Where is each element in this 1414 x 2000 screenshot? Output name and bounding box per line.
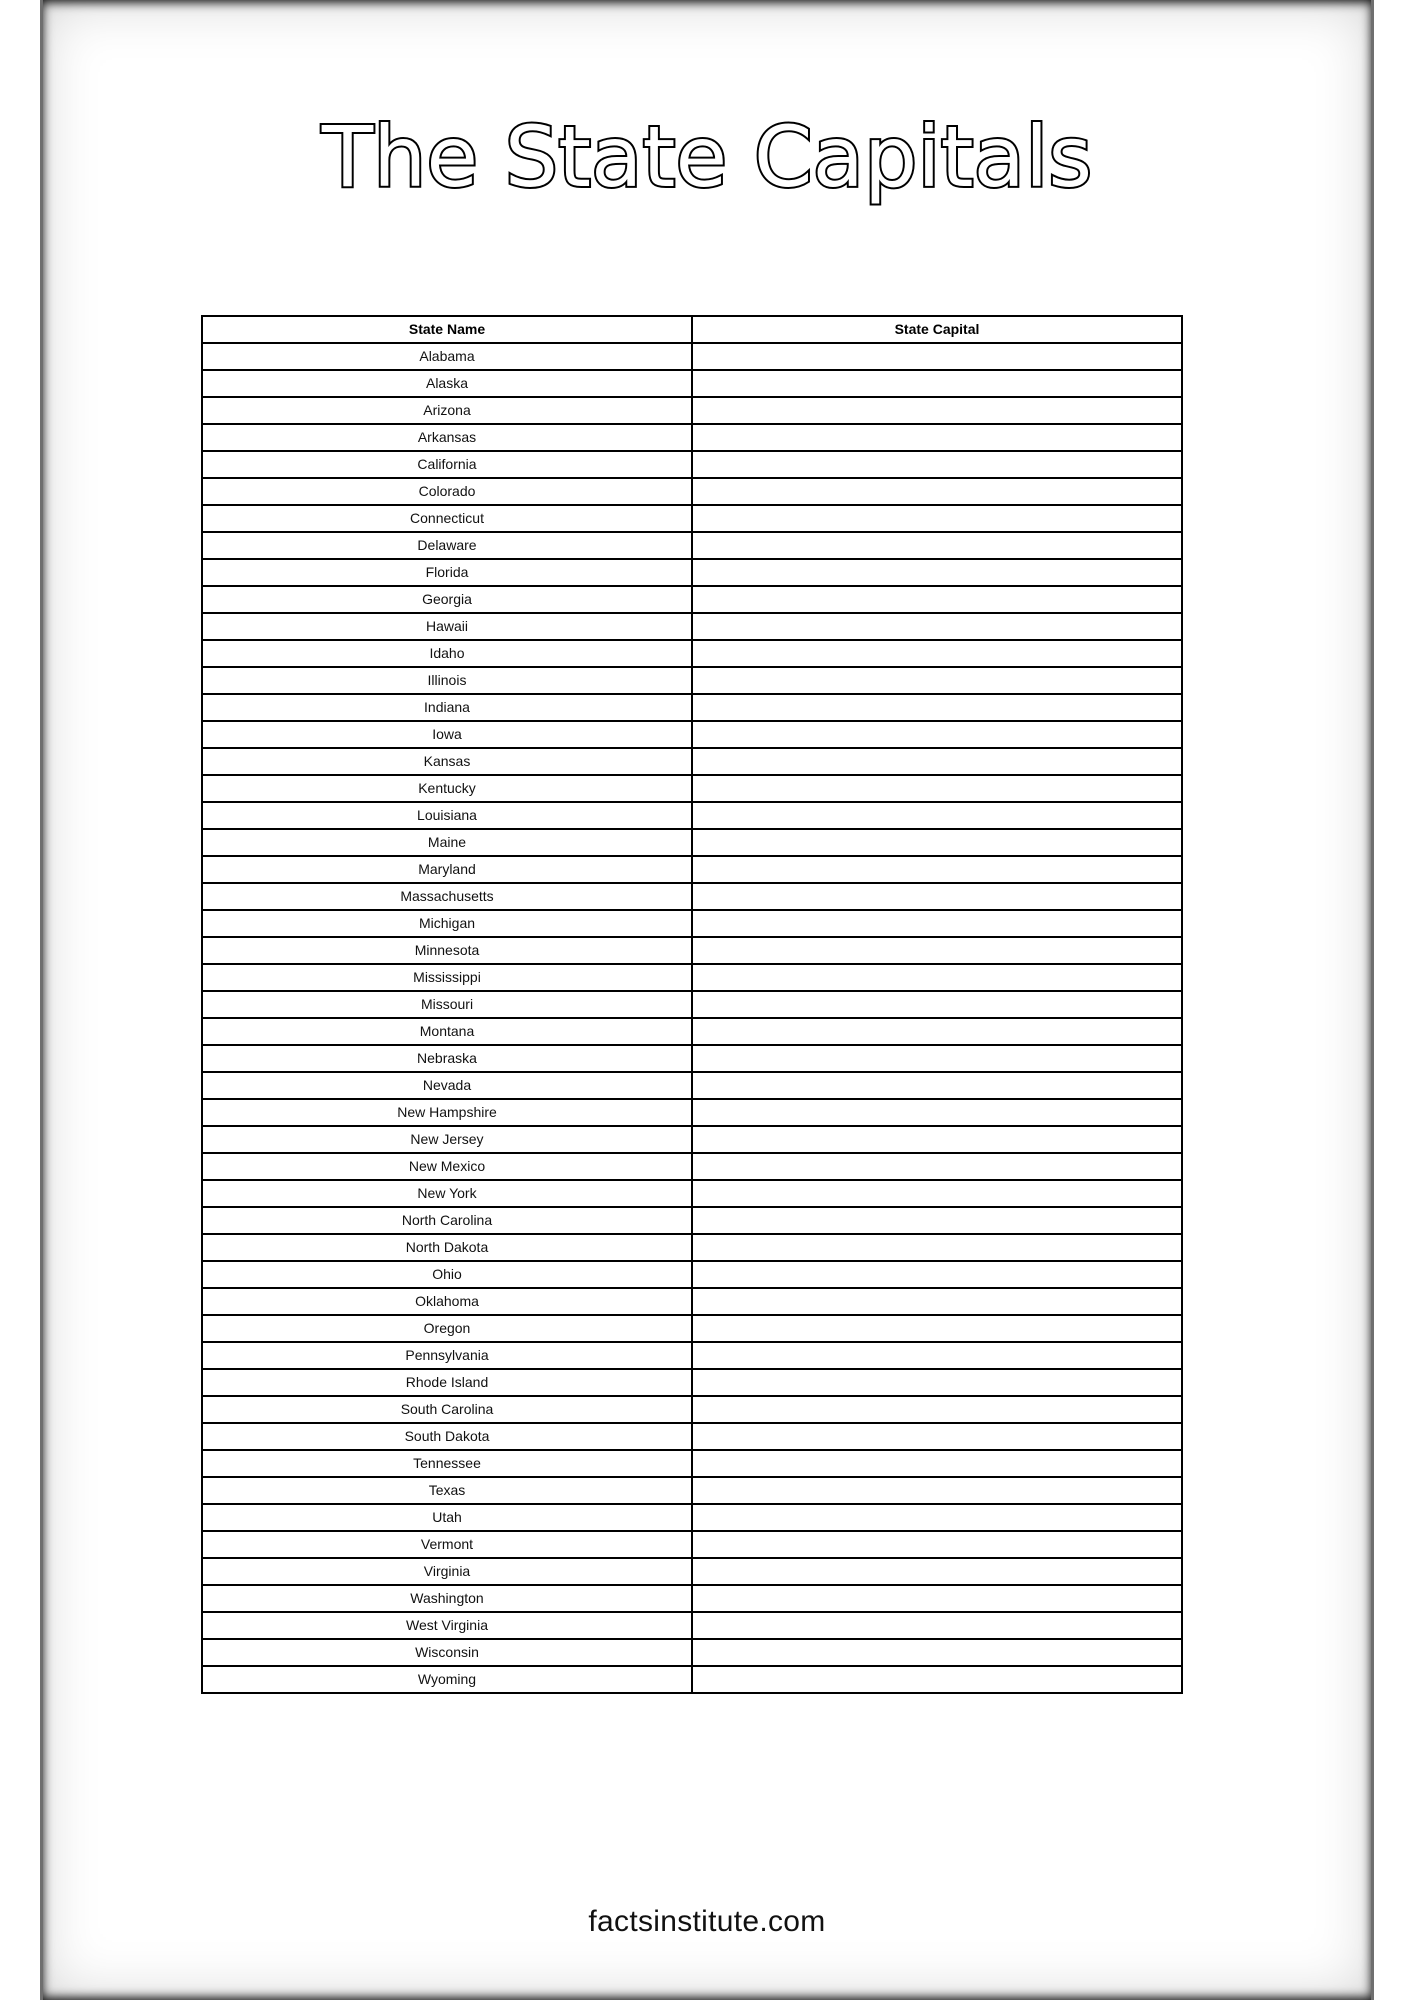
state-name-cell: New Mexico bbox=[202, 1153, 692, 1180]
state-name-cell: Tennessee bbox=[202, 1450, 692, 1477]
table-row bbox=[202, 397, 1182, 424]
table-row bbox=[202, 1396, 1182, 1423]
state-name-cell: Maryland bbox=[202, 856, 692, 883]
state-name-cell: Delaware bbox=[202, 532, 692, 559]
state-capital-cell bbox=[692, 694, 1182, 721]
table-row bbox=[202, 1099, 1182, 1126]
state-name-cell: Iowa bbox=[202, 721, 692, 748]
table-row bbox=[202, 1261, 1182, 1288]
state-name-cell: New York bbox=[202, 1180, 692, 1207]
state-capital-cell bbox=[692, 748, 1182, 775]
table-row bbox=[202, 1504, 1182, 1531]
state-name-cell: California bbox=[202, 451, 692, 478]
table-row bbox=[202, 1153, 1182, 1180]
state-capital-cell bbox=[692, 1315, 1182, 1342]
state-name-cell: Colorado bbox=[202, 478, 692, 505]
state-capital-cell bbox=[692, 1072, 1182, 1099]
table-header-row bbox=[202, 316, 1182, 343]
state-capital-cell bbox=[692, 586, 1182, 613]
state-name-cell: Rhode Island bbox=[202, 1369, 692, 1396]
state-capital-cell bbox=[692, 1180, 1182, 1207]
table-row bbox=[202, 1666, 1182, 1693]
state-capital-cell bbox=[692, 1666, 1182, 1693]
state-capital-cell bbox=[692, 829, 1182, 856]
state-capital-cell bbox=[692, 1207, 1182, 1234]
state-capital-cell bbox=[692, 397, 1182, 424]
state-name-cell: Maine bbox=[202, 829, 692, 856]
state-capital-cell bbox=[692, 667, 1182, 694]
page-title bbox=[40, 102, 1374, 212]
column-header-state-capital: State Capital bbox=[692, 316, 1182, 343]
table-row bbox=[202, 1531, 1182, 1558]
state-capital-cell bbox=[692, 775, 1182, 802]
table-row bbox=[202, 586, 1182, 613]
state-name-cell: Hawaii bbox=[202, 613, 692, 640]
table-row bbox=[202, 1045, 1182, 1072]
table-row bbox=[202, 424, 1182, 451]
state-capital-cell bbox=[692, 910, 1182, 937]
state-capital-cell bbox=[692, 1018, 1182, 1045]
state-name-cell: Nebraska bbox=[202, 1045, 692, 1072]
state-name-cell: Alabama bbox=[202, 343, 692, 370]
state-capital-cell bbox=[692, 532, 1182, 559]
table-row bbox=[202, 1639, 1182, 1666]
worksheet-page bbox=[40, 0, 1374, 2000]
state-capital-cell bbox=[692, 1450, 1182, 1477]
table-row bbox=[202, 910, 1182, 937]
state-name-cell: Pennsylvania bbox=[202, 1342, 692, 1369]
state-name-cell: Louisiana bbox=[202, 802, 692, 829]
state-name-cell: Florida bbox=[202, 559, 692, 586]
state-name-cell: Illinois bbox=[202, 667, 692, 694]
state-name-cell: North Dakota bbox=[202, 1234, 692, 1261]
state-name-cell: New Jersey bbox=[202, 1126, 692, 1153]
state-capital-cell bbox=[692, 1261, 1182, 1288]
table-row bbox=[202, 1288, 1182, 1315]
state-capital-cell bbox=[692, 1585, 1182, 1612]
state-name-cell: Kansas bbox=[202, 748, 692, 775]
state-name-cell: Arkansas bbox=[202, 424, 692, 451]
table-row bbox=[202, 1585, 1182, 1612]
state-capital-cell bbox=[692, 721, 1182, 748]
state-name-cell: Texas bbox=[202, 1477, 692, 1504]
state-name-cell: Oklahoma bbox=[202, 1288, 692, 1315]
column-header-state-name: State Name bbox=[202, 316, 692, 343]
table-row bbox=[202, 667, 1182, 694]
table-row bbox=[202, 883, 1182, 910]
state-name-cell: New Hampshire bbox=[202, 1099, 692, 1126]
table-body bbox=[202, 343, 1182, 1693]
state-capital-cell bbox=[692, 991, 1182, 1018]
state-name-cell: Georgia bbox=[202, 586, 692, 613]
table-row bbox=[202, 1369, 1182, 1396]
state-name-cell: Indiana bbox=[202, 694, 692, 721]
state-name-cell: Michigan bbox=[202, 910, 692, 937]
footer-website: factsinstitute.com bbox=[588, 1905, 826, 1938]
table-row bbox=[202, 964, 1182, 991]
state-name-cell: Idaho bbox=[202, 640, 692, 667]
table-row bbox=[202, 478, 1182, 505]
state-capital-cell bbox=[692, 1558, 1182, 1585]
state-capitals-table bbox=[201, 315, 1183, 1694]
state-name-cell: Wyoming bbox=[202, 1666, 692, 1693]
state-capital-cell bbox=[692, 1369, 1182, 1396]
state-name-cell: Arizona bbox=[202, 397, 692, 424]
table-row bbox=[202, 1072, 1182, 1099]
state-name-cell: Oregon bbox=[202, 1315, 692, 1342]
state-capital-cell bbox=[692, 802, 1182, 829]
state-capital-cell bbox=[692, 613, 1182, 640]
state-capital-cell bbox=[692, 937, 1182, 964]
state-name-cell: Washington bbox=[202, 1585, 692, 1612]
table-row bbox=[202, 748, 1182, 775]
state-capital-cell bbox=[692, 856, 1182, 883]
state-capital-cell bbox=[692, 883, 1182, 910]
state-capital-cell bbox=[692, 451, 1182, 478]
table-row bbox=[202, 1234, 1182, 1261]
state-name-cell: North Carolina bbox=[202, 1207, 692, 1234]
table-row bbox=[202, 829, 1182, 856]
table-row bbox=[202, 802, 1182, 829]
state-capital-cell bbox=[692, 343, 1182, 370]
table-row bbox=[202, 1450, 1182, 1477]
state-name-cell: Nevada bbox=[202, 1072, 692, 1099]
state-capital-cell bbox=[692, 1099, 1182, 1126]
state-capital-cell bbox=[692, 1153, 1182, 1180]
table-row bbox=[202, 1423, 1182, 1450]
state-capital-cell bbox=[692, 1045, 1182, 1072]
state-name-cell: Kentucky bbox=[202, 775, 692, 802]
state-capital-cell bbox=[692, 964, 1182, 991]
state-capital-cell bbox=[692, 1126, 1182, 1153]
state-name-cell: Massachusetts bbox=[202, 883, 692, 910]
state-capital-cell bbox=[692, 1504, 1182, 1531]
state-name-cell: Utah bbox=[202, 1504, 692, 1531]
state-name-cell: Vermont bbox=[202, 1531, 692, 1558]
state-capital-cell bbox=[692, 1639, 1182, 1666]
table-row bbox=[202, 505, 1182, 532]
state-name-cell: Wisconsin bbox=[202, 1639, 692, 1666]
state-capital-cell bbox=[692, 640, 1182, 667]
state-capital-cell bbox=[692, 370, 1182, 397]
table-row bbox=[202, 1558, 1182, 1585]
table-row bbox=[202, 451, 1182, 478]
state-name-cell: Virginia bbox=[202, 1558, 692, 1585]
table-row bbox=[202, 613, 1182, 640]
state-name-cell: Connecticut bbox=[202, 505, 692, 532]
state-name-cell: Alaska bbox=[202, 370, 692, 397]
table-row bbox=[202, 1180, 1182, 1207]
state-name-cell: South Carolina bbox=[202, 1396, 692, 1423]
table-row bbox=[202, 1315, 1182, 1342]
state-name-cell: Minnesota bbox=[202, 937, 692, 964]
state-capital-cell bbox=[692, 1234, 1182, 1261]
table-row bbox=[202, 775, 1182, 802]
state-name-cell: Ohio bbox=[202, 1261, 692, 1288]
state-capital-cell bbox=[692, 1612, 1182, 1639]
state-capital-cell bbox=[692, 1531, 1182, 1558]
state-capital-cell bbox=[692, 1288, 1182, 1315]
state-name-cell: West Virginia bbox=[202, 1612, 692, 1639]
table-row bbox=[202, 1612, 1182, 1639]
table-row bbox=[202, 559, 1182, 586]
table-row bbox=[202, 1477, 1182, 1504]
table-row bbox=[202, 370, 1182, 397]
table-row bbox=[202, 1342, 1182, 1369]
state-capital-cell bbox=[692, 424, 1182, 451]
table-row bbox=[202, 856, 1182, 883]
state-capital-cell bbox=[692, 1396, 1182, 1423]
table-row bbox=[202, 1018, 1182, 1045]
state-name-cell: South Dakota bbox=[202, 1423, 692, 1450]
table-row bbox=[202, 532, 1182, 559]
state-name-cell: Mississippi bbox=[202, 964, 692, 991]
table-row bbox=[202, 937, 1182, 964]
table-row bbox=[202, 721, 1182, 748]
state-capital-cell bbox=[692, 559, 1182, 586]
table-row bbox=[202, 694, 1182, 721]
state-capital-cell bbox=[692, 1477, 1182, 1504]
table-row bbox=[202, 343, 1182, 370]
state-name-cell: Montana bbox=[202, 1018, 692, 1045]
state-name-cell: Missouri bbox=[202, 991, 692, 1018]
table-row bbox=[202, 991, 1182, 1018]
state-capital-cell bbox=[692, 478, 1182, 505]
table-row bbox=[202, 1126, 1182, 1153]
state-capital-cell bbox=[692, 1342, 1182, 1369]
table-row bbox=[202, 640, 1182, 667]
table-row bbox=[202, 1207, 1182, 1234]
state-capital-cell bbox=[692, 1423, 1182, 1450]
state-capital-cell bbox=[692, 505, 1182, 532]
page-title-text: The State Capitals bbox=[321, 108, 1093, 206]
